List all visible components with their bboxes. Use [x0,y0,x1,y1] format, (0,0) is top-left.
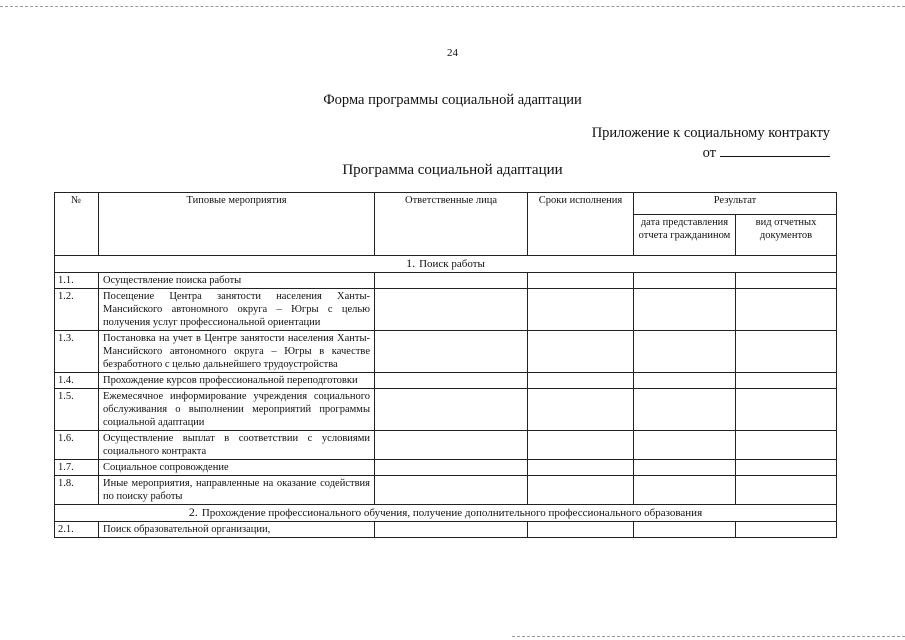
responsible-cell [375,476,528,505]
header-result-docs: вид отчетных документов [736,215,837,256]
table-row [55,522,837,538]
report-docs-cell [736,373,837,389]
report-docs-cell [736,431,837,460]
header-num: № [55,193,99,256]
table-row [55,460,837,476]
deadline-cell [528,289,634,331]
responsible-cell [375,431,528,460]
program-table [54,192,837,538]
report-date-cell [634,460,736,476]
activity-text: Ежемесячное информирование учреждения социального обслуживания о выполнении мероприятий программы социальной адаптации [99,389,375,431]
contract-date-line [592,142,830,162]
report-date-cell [634,373,736,389]
section-number: 1. [406,256,416,270]
table-row [55,273,837,289]
report-docs-cell [736,460,837,476]
deadline-cell [528,522,634,538]
responsible-cell [375,331,528,373]
section-cell [55,505,837,522]
responsible-cell [375,289,528,331]
page-number: 24 [447,47,458,59]
activity-text: Постановка на учет в Центре занятости населения Ханты-Мансийского автономного округа – Югры в качестве безработного с целью дальнейшего трудоустройства [99,331,375,373]
deadline-cell [528,460,634,476]
activity-text: Осуществление поиска работы [99,273,375,289]
form-title: Форма программы социальной адаптации [323,92,582,108]
deadline-cell [528,389,634,431]
row-number: 1.4. [55,373,99,389]
responsible-cell [375,460,528,476]
responsible-cell [375,273,528,289]
scan-edge-bottom [512,636,905,637]
activity-text: Социальное сопровождение [99,460,375,476]
table-row [55,331,837,373]
responsible-cell [375,389,528,431]
section-title: Поиск работы [419,258,485,270]
deadline-cell [528,331,634,373]
report-docs-cell [736,273,837,289]
row-number: 1.8. [55,476,99,505]
report-date-cell [634,431,736,460]
program-title: Программа социальной адаптации [342,162,563,178]
activity-text: Посещение Центра занятости населения Ханты-Мансийского автономного округа – Югры с целью получения услуг профессиональной ориентации [99,289,375,331]
table-row [55,373,837,389]
row-number: 1.1. [55,273,99,289]
table-body [55,256,837,538]
row-number: 1.3. [55,331,99,373]
header-result: Результат [634,193,837,215]
deadline-cell [528,476,634,505]
header-deadlines: Сроки исполнения [528,193,634,256]
report-date-cell [634,331,736,373]
row-number: 1.6. [55,431,99,460]
deadline-cell [528,373,634,389]
section-number: 2. [188,505,198,519]
section-row [55,256,837,273]
deadline-cell [528,431,634,460]
section-row [55,505,837,522]
date-prefix: от [702,145,716,161]
scan-edge-top [0,6,905,7]
header-row [55,193,837,215]
responsible-cell [375,373,528,389]
section-title: Прохождение профессионального обучения, получение дополнительного профессионального образования [201,507,703,519]
deadline-cell [528,273,634,289]
header-activities: Типовые мероприятия [99,193,375,256]
table-row [55,289,837,331]
table-row [55,431,837,460]
report-docs-cell [736,331,837,373]
report-date-cell [634,273,736,289]
activity-text: Прохождение курсов профессиональной переподготовки [99,373,375,389]
activity-text: Иные мероприятия, направленные на оказание содействия по поиску работы [99,476,375,505]
section-cell [55,256,837,273]
table-row [55,476,837,505]
header-result-date: дата представления отчета гражданином [634,215,736,256]
report-docs-cell [736,389,837,431]
table-row [55,389,837,431]
activity-text: Поиск образовательной организации, [99,522,375,538]
responsible-cell [375,522,528,538]
report-date-cell [634,389,736,431]
date-blank-line [720,142,830,157]
row-number: 1.7. [55,460,99,476]
report-date-cell [634,289,736,331]
report-date-cell [634,476,736,505]
report-docs-cell [736,476,837,505]
appendix-note [592,124,830,162]
report-docs-cell [736,289,837,331]
appendix-line: Приложение к социальному контракту [591,125,830,141]
row-number: 1.5. [55,389,99,431]
report-date-cell [634,522,736,538]
activity-text: Осуществление выплат в соответствии с условиями социального контракта [99,431,375,460]
row-number: 1.2. [55,289,99,331]
report-docs-cell [736,522,837,538]
header-responsible: Ответственные лица [375,193,528,256]
row-number: 2.1. [55,522,99,538]
